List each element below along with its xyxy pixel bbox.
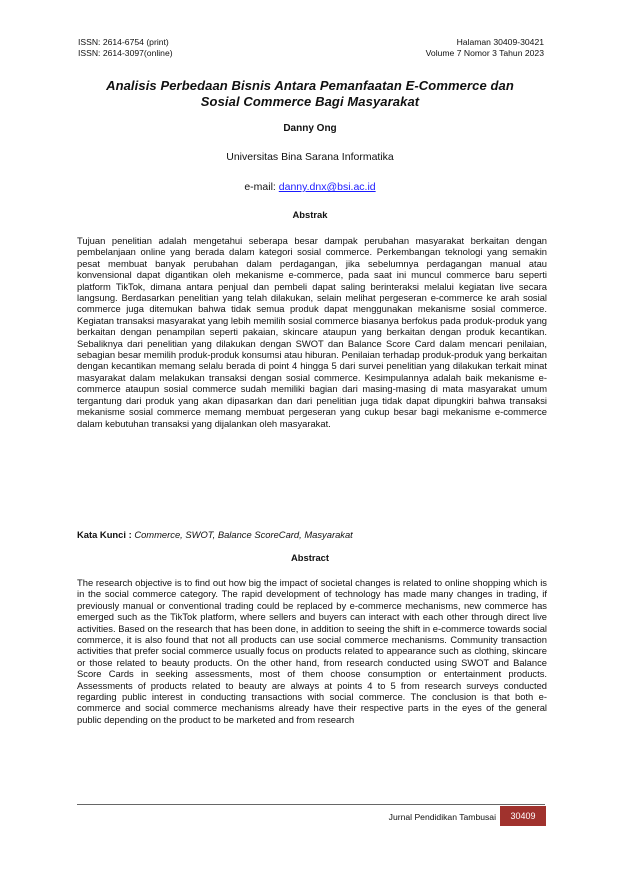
header-issn	[78, 37, 173, 59]
title-line-2: Sosial Commerce Bagi Masyarakat	[200, 94, 420, 109]
issn-print: ISSN: 2614-6754 (print)	[78, 37, 169, 47]
abstrak-text: Tujuan penelitian adalah mengetahui seberapa besar dampak perubahan masyarakat berkaitan dengan pembelanjaan online yang berada dalam kategori sosial commerce. Perkembangan teknologi yang semakin pesat membuat banyak perubahan dalam perdagangan, jika sebelumnya perdagangan manual atau konvensional dapat digantikan oleh mekanisme e-commerce, pada saat ini muncul commerce baru seperti platform TikTok, dimana antara penjual dan pembeli dapat saling berinteraksi melalui kegiatan live secara langsung. Berdasarkan penelitian yang telah dilakukan, selain melihat pergeseran e-commerce ke arah sosial commerce juga ditemukan bahwa tidak semua produk dapat menggunakan mekanisme sosial commerce. Kegiatan transaksi masyarakat yang lebih memilih sosial commerce biasanya berfokus pada produk-produk yang berkaitan dengan penampilan seperti pakaian, skincare ataupun yang berkaitan dengan produk kecantikan. Sebaliknya dari penelitian yang dilakukan dengan SWOT dan Balance Score Card dalam mencari penilaian, sebagian besar memilih produk-produk konsumsi atau hiburan. Penilaian terhadap produk-produk yang berkaitan dengan kecantikan memang selalu berada di point 4 hingga 5 dari survei penelitian yang dilakukan terkait minat masyarakat dalam melakukan transaksi dengan sosial commerce. Kesimpulannya adalah baik mekanisme e-commerce ataupun sosial commerce sudah memiliki bagian dari masing-masing di mata masyarakat umum tergantung dari produk yang akan dipasarkan dan dari penelitian juga tidak dapat dipungkiri bahwa transaksi mekanisme sosial commerce memang membuat pergeseran yang cukup besar bagi mekanisme e-commerce dalam kebutuhan transaksi yang dijalankan oleh masyarakat.	[77, 235, 547, 429]
abstrak-heading: Abstrak	[292, 209, 328, 220]
author-name: Danny Ong	[283, 123, 337, 134]
author-email	[0, 181, 620, 193]
paper-title	[70, 78, 550, 110]
header-volume	[426, 37, 544, 59]
keywords-label: Kata Kunci :	[77, 529, 135, 540]
keywords	[77, 529, 547, 540]
abstract-text: The research objective is to find out how big the impact of societal changes is related to online shopping which is in the social commerce category. The rapid development of technology has made many changes in trading, if previously manual or conventional trading could be replaced by e-commerce mechanisms, new commerce has emerged such as the TikTok platform, where sellers and buyers can interact with each other through direct live activities. Based on the research that has been done, in addition to seeing the shift in e-commerce towards social commerce, it is also found that not all products can use social commerce mechanisms. Community transaction activities that prefer social commerce usually focus on products related to appearance such as clothing, skincare or those related to beauty products. On the other hand, from research conducted using SWOT and Balance Score Cards in seeking assessments, most of them choose consumption or entertainment products. Assessments of products related to beauty are always at points 4 to 5 from research surveys conducted regarding public interest in conducting transactions with social commerce. The conclusion is that both e-commerce and social commerce mechanisms already have their respective parts in the eyes of the general public depending on the product to be marketed and from research	[77, 577, 547, 725]
title-line-1: Analisis Perbedaan Bisnis Antara Pemanfaatan E-Commerce dan	[106, 78, 514, 93]
page-range: Halaman 30409-30421	[456, 37, 544, 47]
keywords-value: Commerce, SWOT, Balance ScoreCard, Masyarakat	[134, 529, 353, 540]
footer-page-number: 30409	[500, 806, 546, 826]
email-label: e-mail:	[244, 181, 279, 193]
volume-number: Volume 7 Nomor 3 Tahun 2023	[425, 48, 544, 58]
footer-divider	[77, 804, 545, 805]
footer-journal-name: Jurnal Pendidikan Tambusai	[388, 812, 496, 822]
issn-online: ISSN: 2614-3097(online)	[78, 48, 173, 58]
email-link[interactable]: danny.dnx@bsi.ac.id	[278, 181, 376, 193]
abstract-heading: Abstract	[290, 552, 330, 563]
author-affiliation: Universitas Bina Sarana Informatika	[226, 151, 394, 163]
